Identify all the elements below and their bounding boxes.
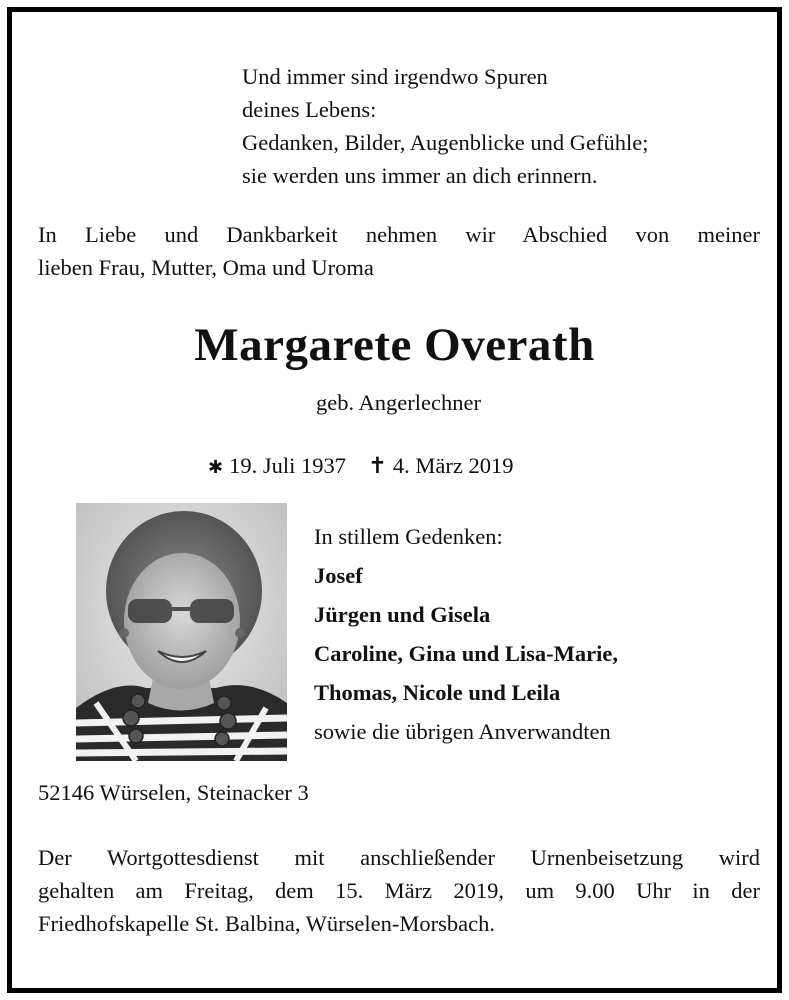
memorial-poem bbox=[242, 60, 648, 192]
farewell-intro bbox=[38, 218, 760, 284]
mourners-heading: In stillem Gedenken: bbox=[314, 524, 503, 549]
mourners-section bbox=[314, 517, 618, 751]
mourners-closing: sowie die übrigen Anverwandten bbox=[314, 719, 611, 744]
family-address: 52146 Würselen, Steinacker 3 bbox=[38, 780, 309, 805]
death-date: 4. März 2019 bbox=[392, 453, 514, 478]
poem-line: Gedanken, Bilder, Augenblicke und Gefühle; bbox=[242, 130, 649, 155]
intro-line: In Liebe und Dankbarkeit nehmen wir Abschied von meiner bbox=[38, 222, 760, 247]
service-line: Der Wortgottesdienst mit anschließender Urnenbeisetzung wird bbox=[38, 845, 760, 870]
portrait-photo bbox=[76, 503, 287, 761]
maiden-name: geb. Angerlechner bbox=[316, 390, 481, 415]
intro-line: lieben Frau, Mutter, Oma und Uroma bbox=[38, 255, 374, 280]
poem-line: Und immer sind irgendwo Spuren bbox=[242, 64, 548, 89]
mourner-name: Thomas, Nicole und Leila bbox=[314, 680, 561, 705]
life-dates bbox=[208, 451, 513, 481]
poem-line: deines Lebens: bbox=[242, 97, 377, 122]
death-cross-icon: ✝ bbox=[367, 453, 387, 478]
birth-date: 19. Juli 1937 bbox=[229, 453, 346, 478]
service-line: gehalten am Freitag, dem 15. März 2019, um 9.00 Uhr in der bbox=[38, 878, 760, 903]
deceased-name: Margarete Overath bbox=[194, 319, 595, 371]
service-info bbox=[38, 841, 760, 940]
mourner-name: Josef bbox=[314, 563, 363, 588]
mourner-name: Caroline, Gina und Lisa-Marie, bbox=[314, 641, 618, 666]
birth-star-icon: ✱ bbox=[208, 457, 224, 477]
obituary-notice bbox=[7, 7, 782, 993]
mourner-name: Jürgen und Gisela bbox=[314, 602, 491, 627]
poem-line: sie werden uns immer an dich erinnern. bbox=[242, 163, 598, 188]
service-line: Friedhofskapelle St. Balbina, Würselen-Morsbach. bbox=[38, 911, 495, 936]
